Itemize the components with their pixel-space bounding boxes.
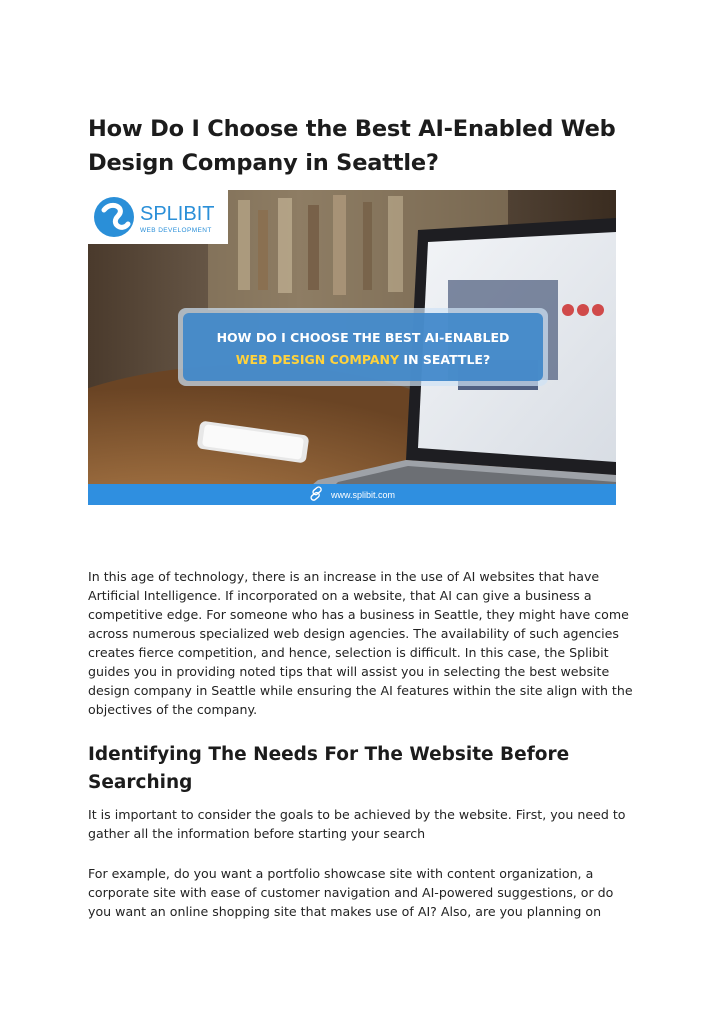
banner-line-1: HOW DO I CHOOSE THE BEST AI-ENABLED xyxy=(216,330,510,345)
hero-footer-bar xyxy=(88,484,616,505)
page-title: How Do I Choose the Best AI-Enabled Web Design Company in Seattle? xyxy=(88,116,616,176)
section-heading: Identifying The Needs For The Website Before Searching xyxy=(88,744,570,793)
section-paragraph-2: For example, do you want a portfolio showcase site with content organization, a corporate site with ease of customer navigation and AI-powered suggestions, or do you want an online shopping site that makes use of AI? Also, are you planning on xyxy=(88,866,614,919)
section-paragraph-1: It is important to consider the goals to be achieved by the website. First, you need to gather all the information before starting your search xyxy=(88,807,626,841)
hero-image xyxy=(88,190,616,505)
svg-text:WEB DESIGN COMPANY IN SEATTLE? xyxy=(236,352,490,367)
splibit-logo xyxy=(88,190,228,244)
hero-banner xyxy=(178,308,548,386)
intro-paragraph: In this age of technology, there is an increase in the use of AI websites that have Artificial Intelligence. If incorporated on a website, that AI can give a business a competitive edge. For someone who has a business in Seattle, they might have come across numerous specialized web design agencies. The availability of such agencies creates fierce competition, and hence, selection is difficult. In this case, the Splibit guides you in providing noted tips that will assist you in selecting the best website design company in Seattle while ensuring the AI features within the site align with the objectives of the company. xyxy=(88,569,633,717)
footer-url: www.splibit.com xyxy=(331,490,396,500)
banner-highlight: WEB DESIGN COMPANY xyxy=(235,352,400,367)
banner-line-2: IN SEATTLE? xyxy=(399,352,491,367)
logo-tagline: WEB DEVELOPMENT xyxy=(140,227,212,234)
logo-name: SPLIBIT xyxy=(140,203,215,225)
